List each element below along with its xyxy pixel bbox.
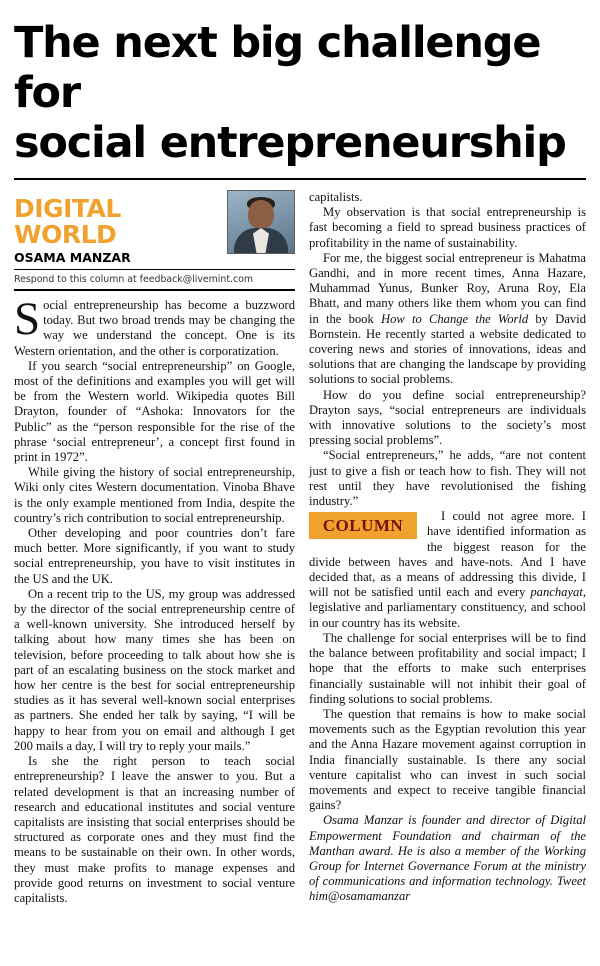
- status-badge: COLUMN: [309, 512, 417, 539]
- divider-under-respond: [14, 289, 295, 291]
- paragraph: Other developing and poor countries don’t fare much better. More significantly, if you want to study social entrepreneurship, you have to visit institutes in the US and the UK.: [14, 526, 295, 586]
- right-column: [309, 190, 586, 906]
- paragraph: Is she the right person to teach social entrepreneurship? I leave the answer to you. But a related development is that an increasing number of research and educational institutes and social venture capitalists are insisting that social enterprises should be structured as corporate ones and they must find the means to be sustainable on their own. In other words, they must make profits to manage expenses and provide good returns on investment to social venture capitalists.: [14, 754, 295, 905]
- paragraph: My observation is that social entrepreneurship is fast becoming a field to spread business practices of profitability in the name of sustainability.: [309, 205, 586, 250]
- paragraph: “Social entrepreneurs,” he adds, “are not content just to give a fish or teach how to fish. They will not rest until they have revolutionised the fishing industry.”: [309, 448, 586, 509]
- paragraph: The question that remains is how to make social movements such as the Egyptian revolution this year and the Anna Hazare movement against corruption in India financially sustainable. Is there any social venture capitalist who can invest in such social movements and expect to receive tangible financial gains?: [309, 706, 586, 813]
- column-brand-title: DIGITAL WORLD: [14, 194, 121, 249]
- respond-line: Respond to this column at feedback@livemint.com: [14, 274, 253, 285]
- headline-line-1: The next big challenge for: [14, 18, 541, 118]
- emphasis-panchayat: panchayat: [530, 585, 583, 600]
- divider-top: [14, 178, 586, 180]
- avatar: [227, 190, 295, 254]
- paragraph: Social entrepreneurship has become a buzzword today. But two broad trends may be changing the way we understand the concept. One is its Western orientation, and the other is corporatization.: [14, 293, 295, 358]
- paragraph: For me, the biggest social entrepreneur is Mahatma Gandhi, and in more recent times, Anna Hazare, Muhammad Yunus, Bunker Roy, Aruna Roy, Ela Bhatt, and many others like them whom you can find in the book How to Change the World by David Bornstein. He recently started a website dedicated to covering news and stories of innovations, ideas and solutions that are changing the landscape by providing solutions to social problems.: [309, 250, 586, 387]
- paragraph: The challenge for social enterprises will be to find the balance between profitability and social impact; I hope that the efforts to make such enterprises financially sustainable will not inhibit their goal of finding solutions to social problems.: [309, 630, 586, 706]
- paragraph: How do you define social entrepreneurship? Drayton says, “social entrepreneurs are individuals with innovative solutions to the society’s most pressing social problems”.: [309, 387, 586, 448]
- portrait-head: [248, 200, 274, 229]
- paragraph: While giving the history of social entrepreneurship, Wiki only cites Western documentation. Vinoba Bhave is the only example mentioned from India, despite the country’s rich contribution to social entrepreneurship.: [14, 465, 295, 525]
- headline-line-2: social entrepreneurship: [14, 118, 566, 168]
- page-title: [14, 18, 586, 168]
- column-masthead: [14, 190, 295, 291]
- paragraph-continuation: capitalists.: [309, 190, 363, 204]
- article-columns: [14, 190, 586, 906]
- author-signature: Osama Manzar is founder and director of Digital Empowerment Foundation and chairman of the Manthan award. He is also a member of the Working Group for Internet Governance Forum at the ministry of communications and information technology. Tweet him@osamamanzar: [309, 813, 586, 904]
- left-column: [14, 190, 295, 906]
- book-title: How to Change the World: [380, 311, 529, 326]
- paragraph: On a recent trip to the US, my group was addressed by the director of the social entrepreneurship centre of a well-known university. She introduced herself by talking about how many times she has been on television, before proceeding to talk about how she is part of an escalating business on the stock market and how her centre is the best for social entrepreneurship studies as it has several well-known social enterprises as partners. She ended her talk by saying, “I will be happy to hear from you on email and although I get 200 mails a day, I will try to reply your mails.”: [14, 586, 295, 753]
- paragraph: I could not agree more. I have identified information as the biggest reason for the divide between haves and have-nots. And I have decided that, as a means of addressing this divide, I will not be satisfied until each and every panchayat, legislative and parliamentary constituency, and school in our country has its website.: [309, 509, 586, 630]
- column-author-name: OSAMA MANZAR: [14, 250, 131, 265]
- paragraph: If you search “social entrepreneurship” on Google, most of the definitions and examples you will get will be from the Western world. Wikipedia quotes Bill Drayton, founder of “Ashoka: Innovators for the Public” as the “person responsible for the rise of the phrase ‘social entrepreneur’, a concept first found in print in 1972”.: [14, 358, 295, 465]
